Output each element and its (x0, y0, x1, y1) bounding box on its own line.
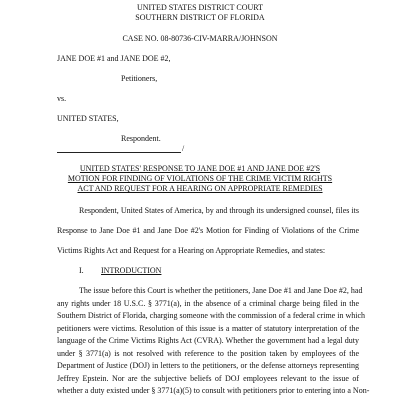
body-paragraph-line: Department of Justice (DOJ) in letters to the petitioners, or the defense attorneys representing (57, 361, 359, 370)
body-paragraph-line: petitioners were victims. Resolution of this issue is a matter of statutory interpretation of the (57, 323, 359, 333)
section-heading: INTRODUCTION (101, 266, 162, 275)
intro-paragraph-line: Response to Jane Doe #1 and Jane Doe #2's Motion for Finding of Violations of the Crime (57, 226, 359, 235)
court-name-line1: UNITED STATES DISTRICT COURT (136, 3, 264, 12)
petitioners-label: Petitioners, (121, 74, 158, 83)
section-number: I. (79, 266, 84, 275)
versus-label: vs. (57, 94, 67, 103)
petitioners-names: JANE DOE #1 and JANE DOE #2, (57, 54, 171, 63)
body-paragraph-line: Jeffrey Epstein. Nor are the subjective beliefs of DOJ employees relevant to the issue of (57, 373, 359, 383)
intro-paragraph-line: Respondent, United States of America, by and through its undersigned counsel, files its (79, 206, 359, 215)
document-title-line2: MOTION FOR FINDING OF VIOLATIONS OF THE CRIME VICTIM RIGHTS (67, 174, 333, 183)
intro-paragraph-line: Victims Rights Act and Request for a Hearing on Appropriate Remedies, and states: (57, 246, 326, 255)
caption-rule (57, 152, 181, 153)
respondent-name: UNITED STATES, (57, 114, 119, 123)
court-name-line2: SOUTHERN DISTRICT OF FLORIDA (135, 13, 265, 22)
body-paragraph-line: Southern District of Florida, charging someone with the commission of a federal crime in which (57, 311, 366, 320)
respondent-label: Respondent. (121, 134, 161, 143)
case-number: CASE NO. 08-80736-CIV-MARRA/JOHNSON (122, 34, 278, 43)
document-title-line1: UNITED STATES' RESPONSE TO JANE DOE #1 AND JANE DOE #2'S (79, 164, 321, 173)
body-paragraph-line: under § 3771(a) is not resolved with reference to the position taken by employees of the (57, 348, 359, 358)
body-paragraph-line: The issue before this Court is whether the petitioners, Jane Doe #1 and Jane Doe #2, had (79, 286, 363, 295)
body-paragraph-line: whether a duty existed under § 3771(a)(5) to consult with petitioners prior to entering into a Non- (57, 386, 370, 395)
body-paragraph-line: language of the Crime Victims Rights Act (CVRA). Whether the government had a legal duty (57, 336, 359, 345)
document-title-line3: ACT AND REQUEST FOR A HEARING ON APPROPRIATE REMEDIES (77, 184, 323, 193)
caption-rule-end: / (182, 144, 185, 153)
body-paragraph-line: any rights under 18 U.S.C. § 3771(a), in the absence of a criminal charge being filed in the (57, 298, 359, 308)
